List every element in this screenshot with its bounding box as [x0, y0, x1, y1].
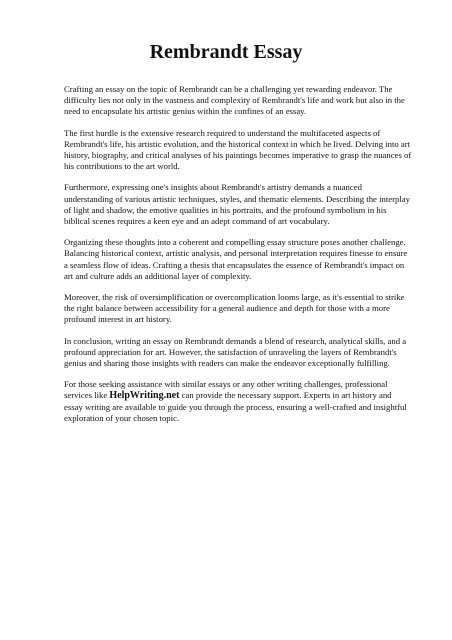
paragraph-7-lead: For those seeking assistance with similar essays or any other writing challenges, professional services like [64, 379, 388, 401]
paragraph-7-tail: can provide the necessary support. Experts in art history and essay writing are available to guide you through the process, ensuring a well-crafted and insightful exploration of your chosen topic. [64, 390, 407, 423]
document-title: Rembrandt Essay [149, 41, 303, 63]
helpwriting-link[interactable]: HelpWriting.net [109, 390, 180, 402]
paragraph-4: Organizing these thoughts into a coherent and compelling essay structure poses another challenge. Balancing historical context, artistic analysis, and personal interpretation requires finesse to ensure a seamless flow of ideas. Crafting a thesis that encapsulates the essence of Rembrandt's impact on art and culture adds an additional layer of complexity. [64, 237, 408, 281]
paragraph-2: The first hurdle is the extensive research required to understand the multifaceted aspects of Rembrandt's life, his artistic evolution, and the historical context in which he lived. Delving into art history, biography, and critical analyses of his paintings becomes imperative to grasp the nuances of his contributions to the art world. [64, 127, 412, 172]
paragraph-3: Furthermore, expressing one's insights about Rembrandt's artistry demands a nuanced understanding of various artistic techniques, styles, and thematic elements. Describing the interplay of light and shadow, the emotive qualities in his portraits, and the profound symbolism in his biblical scenes requires a keen eye and an adept command of art vocabulary. [64, 182, 410, 227]
document-body [64, 84, 412, 434]
paragraph-6: In conclusion, writing an essay on Rembrandt demands a blend of research, analytical skills, and a profound appreciation for art. However, the satisfaction of unraveling the layers of Rembrandt's genius and sharing those insights with readers can make the endeavor exceptionally fulfilling. [64, 335, 407, 369]
paragraph-7 [64, 379, 412, 424]
paragraph-1: Crafting an essay on the topic of Rembrandt can be a challenging yet rewarding endeavor. The difficulty lies not only in the vastness and complexity of Rembrandt's life and work but also in the need to encapsulate his artistic genius within the confines of an essay. [64, 84, 405, 117]
paragraph-5: Moreover, the risk of oversimplification or overcomplication looms large, as it's essential to strike the right balance between accessibility for a general audience and depth for those with a more profound interest in art history. [64, 292, 405, 325]
